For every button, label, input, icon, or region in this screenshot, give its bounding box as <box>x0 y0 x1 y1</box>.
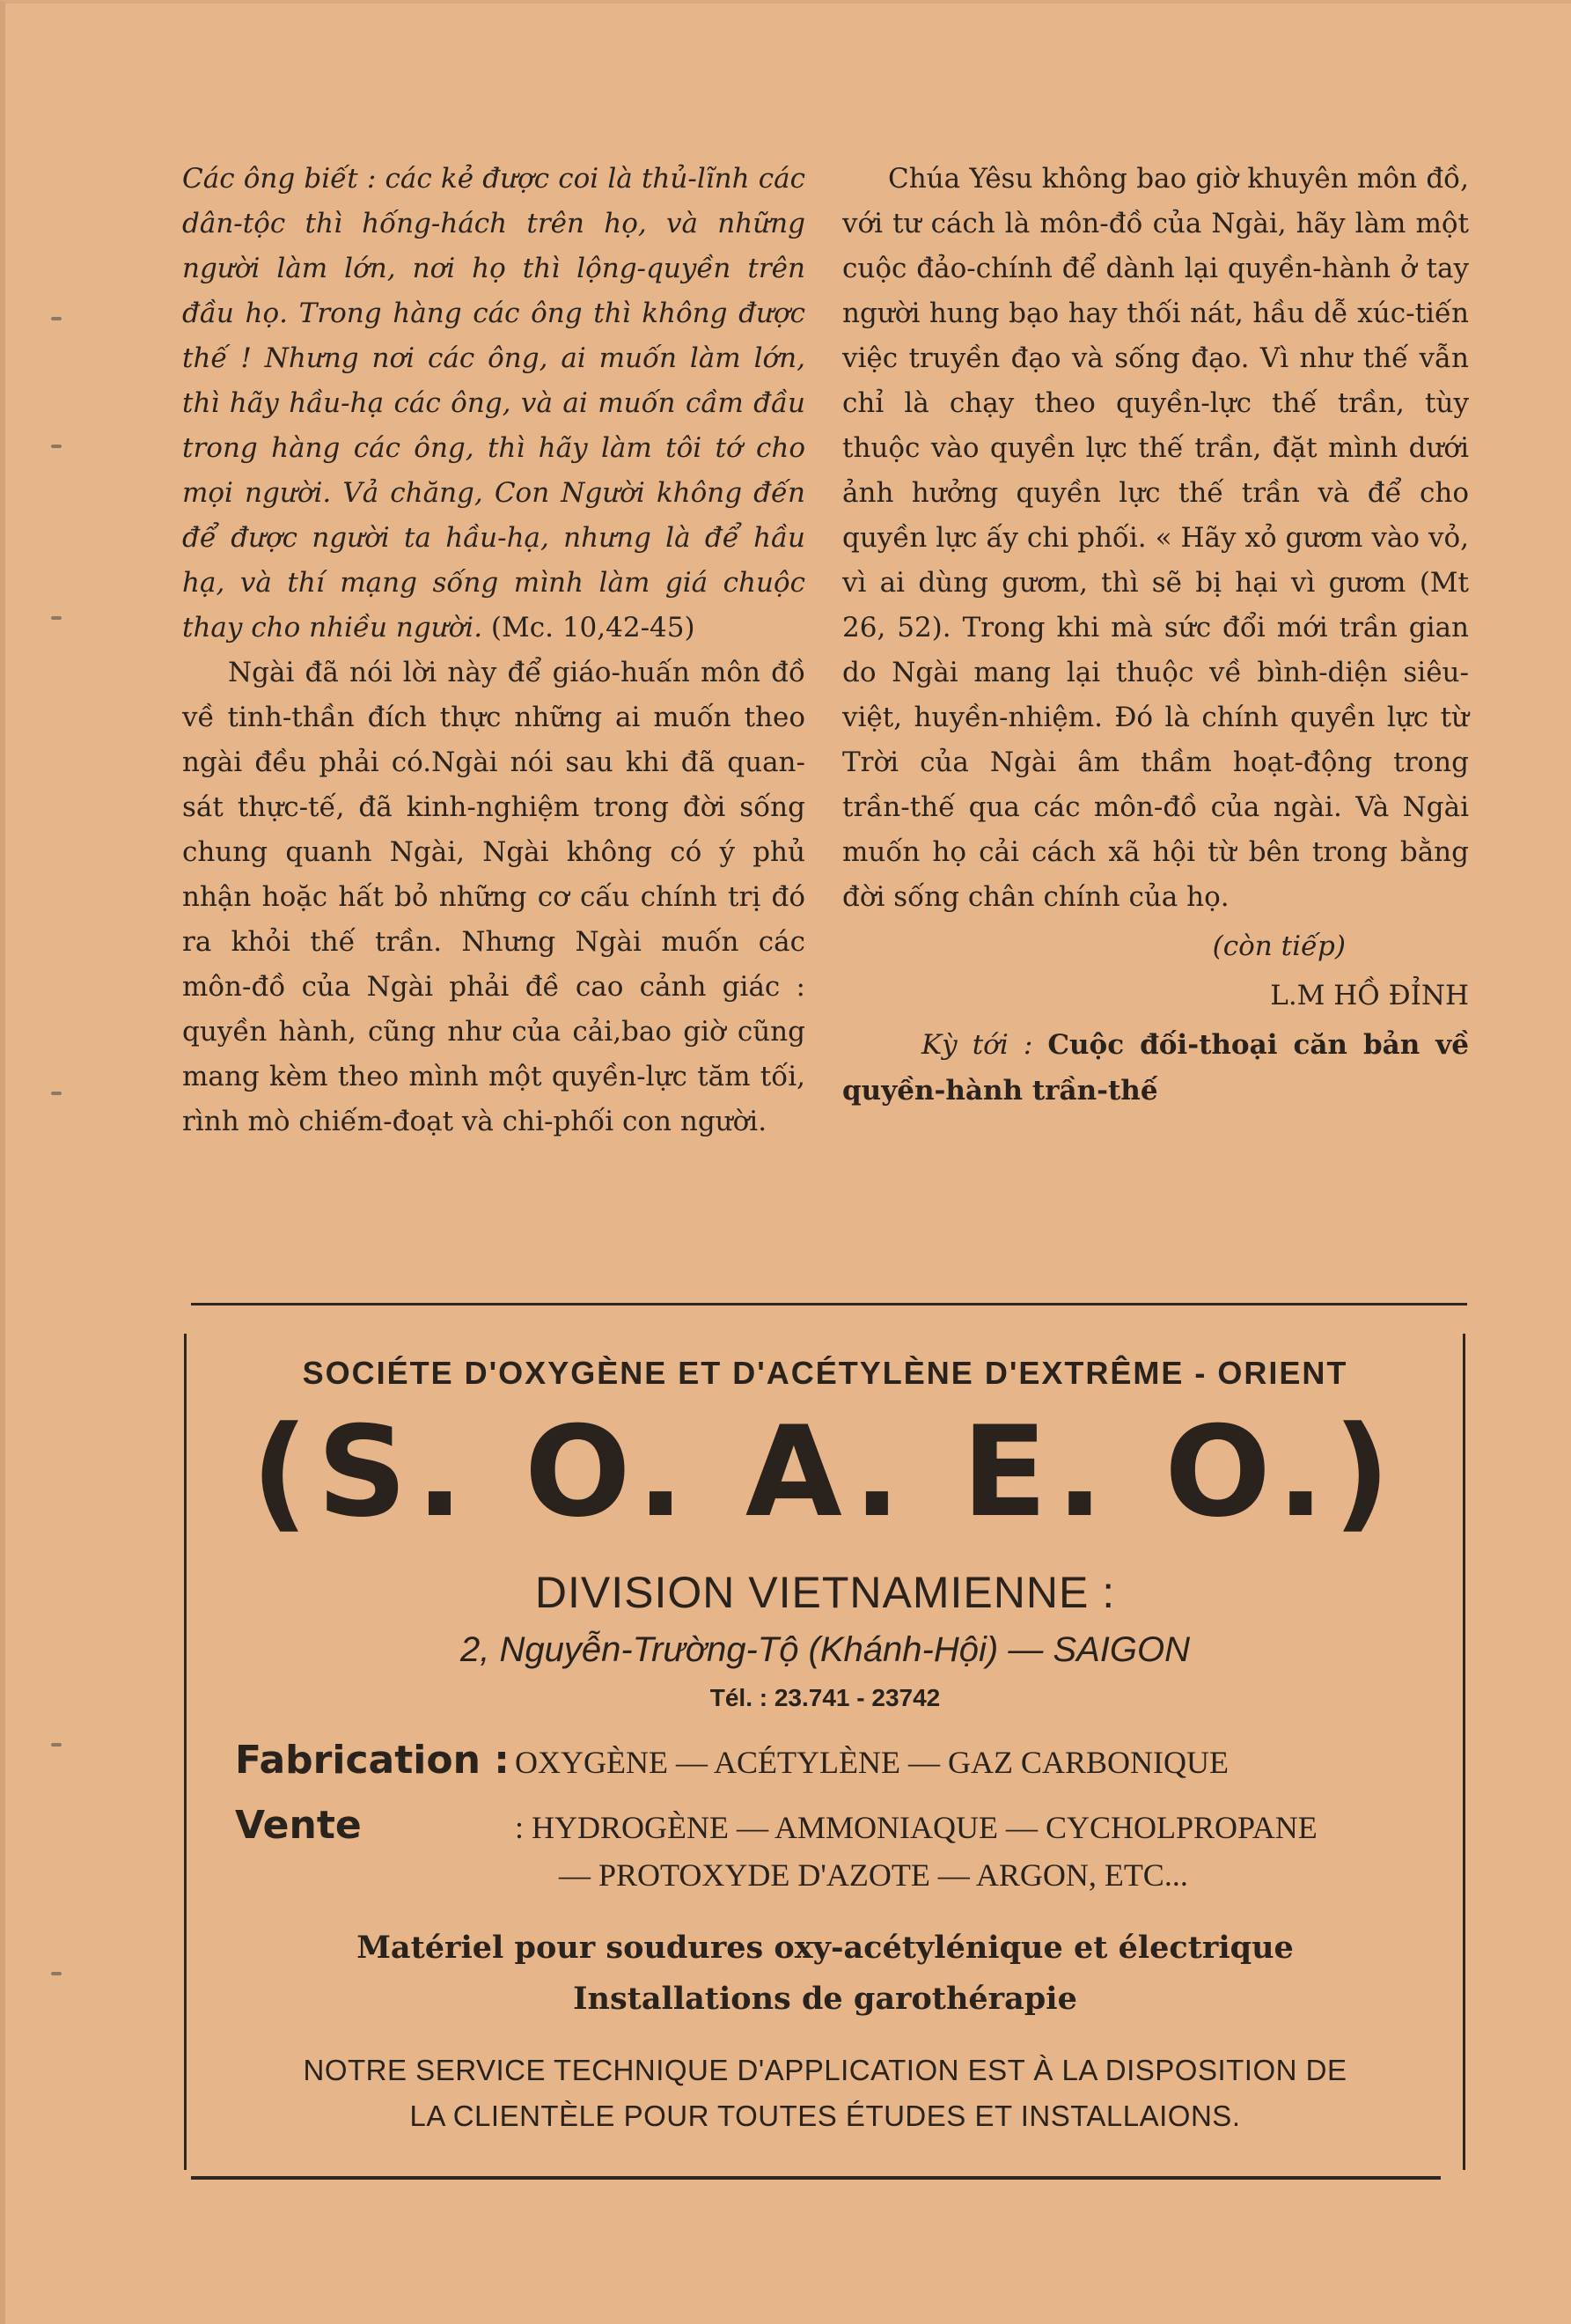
ad-service-line: LA CLIENTÈLE POUR TOUTES ÉTUDES ET INSTALLAIONS. <box>409 2100 1241 2132</box>
ad-vente-row <box>198 1803 1452 1850</box>
article-left-column <box>182 157 805 1144</box>
punch-hole-mark <box>51 616 62 620</box>
article-paragraph: Ngài đã nói lời này để giáo-huấn môn đồ về tinh-thần đích thực những ai muốn theo ngài đều phải có.Ngài nói sau khi đã quan-sát thực-tế, đã kinh-nghiệm trong đời sống chung quanh Ngài, Ngài không có ý phủ nhận hoặc hất bỏ những cơ cấu chính trị đó ra khỏi thế trần. Nhưng Ngài muốn các môn-đồ của Ngài phải đề cao cảnh giác : quyền hành, cũng như của cải,bao giờ cũng mang kèm theo mình một quyền-lực tăm tối, rình mò chiếm-đoạt và chi-phối con người. <box>182 657 805 1137</box>
advertisement <box>198 1347 1452 2139</box>
next-issue-title: Cuộc đối-thoại căn bản về quyền-hành trần-thế <box>842 1029 1469 1107</box>
bible-quote <box>182 157 805 651</box>
author-name: L.M HỒ ĐỈNH <box>1270 980 1469 1011</box>
article-paragraph: Chúa Yêsu không bao giờ khuyên môn đồ, với tư cách là môn-đồ của Ngài, hãy làm một cuộc đảo-chính để dành lại quyền-hành ở tay người hung bạo hay thối nát, hầu dễ xúc-tiến việc truyền đạo và sống đạo. Vì như thế vẫn chỉ là chạy theo quyền-lực thế trần, tùy thuộc vào quyền lực thế trần, đặt mình dưới ảnh hưởng quyền lực thế trần và để cho quyền lực ấy chi phối. « Hãy xỏ gươm vào vỏ, vì ai dùng gươm, thì sẽ bị hại vì gươm (Mt 26, 52). Trong khi mà sức đổi mới trần gian do Ngài mang lại thuộc về bình-diện siêu-việt, huyền-nhiệm. Đó là chính quyền lực từ Trời của Ngài âm thầm hoạt-động trong trần-thế qua các môn-đồ của ngài. Và Ngài muốn họ cải cách xã hội từ bên trong bằng đời sống chân chính của họ. <box>842 163 1469 913</box>
ad-telephone: Tél. : 23.741 - 23742 <box>709 1684 941 1711</box>
punch-hole-mark <box>51 317 62 320</box>
article-right-column <box>842 157 1469 1114</box>
ad-bottom-rule <box>191 2176 1441 2180</box>
ad-material-line: Matériel pour soudures oxy-acétylénique et électrique <box>356 1930 1294 1966</box>
ad-left-border <box>184 1334 187 2170</box>
ad-vente-items: : HYDROGÈNE — AMMONIAQUE — CYCHOLPROPANE <box>515 1810 1318 1845</box>
punch-hole-mark <box>51 1092 62 1095</box>
next-issue-note <box>842 1022 1469 1114</box>
ad-vente-items-continued: — PROTOXYDE D'AZOTE — ARGON, ETC... <box>559 1857 1188 1893</box>
punch-hole-mark <box>51 445 62 448</box>
ad-fabrication-label: Fabrication : <box>235 1738 510 1783</box>
punch-hole-mark <box>51 1972 62 1975</box>
ad-fabrication-row <box>198 1738 1452 1785</box>
bible-quote-text: Các ông biết : các kẻ được coi là thủ-lĩnh các dân-tộc thì hống-hách trên họ, và những người làm lớn, nơi họ thì lộng-quyền trên đầu họ. Trong hàng các ông thì không được thế ! Nhưng nơi các ông, ai muốn làm lớn, thì hãy hầu-hạ các ông, và ai muốn cầm đầu trong hàng các ông, thì hãy làm tôi tớ cho mọi người. Vả chăng, Con Người không đến để được người ta hầu-hạ, nhưng là để hầu hạ, và thí mạng sống mình làm giá chuộc thay cho nhiều người. <box>182 163 805 644</box>
ad-material-line: Installations de garothérapie <box>573 1981 1077 2017</box>
punch-hole-mark <box>51 1743 62 1747</box>
ad-service-line: NOTRE SERVICE TECHNIQUE D'APPLICATION EST À LA DISPOSITION DE <box>303 2054 1347 2086</box>
ad-service-note <box>198 2048 1452 2139</box>
ad-division: DIVISION VIETNAMIENNE : <box>534 1568 1116 1617</box>
next-issue-label: Kỳ tới : <box>921 1029 1033 1061</box>
ad-vente-label: Vente <box>235 1803 362 1848</box>
continued-note: (còn tiếp) <box>1212 930 1346 962</box>
ad-address: 2, Nguyễn-Trường-Tộ (Khánh-Hội) — SAIGON <box>459 1630 1191 1669</box>
ad-top-rule <box>191 1303 1467 1305</box>
ad-fabrication-items: OXYGÈNE — ACÉTYLÈNE — GAZ CARBONIQUE <box>515 1745 1229 1780</box>
ad-company-name: SOCIÉTE D'OXYGÈNE ET D'ACÉTYLÈNE D'EXTRÊME - ORIENT <box>302 1355 1348 1391</box>
bible-quote-reference: (Mc. 10,42-45) <box>490 612 695 644</box>
ad-company-acronym: (S. O. A. E. O.) <box>251 1400 1399 1545</box>
ad-material <box>198 1923 1452 2025</box>
ad-right-border <box>1463 1334 1465 2170</box>
